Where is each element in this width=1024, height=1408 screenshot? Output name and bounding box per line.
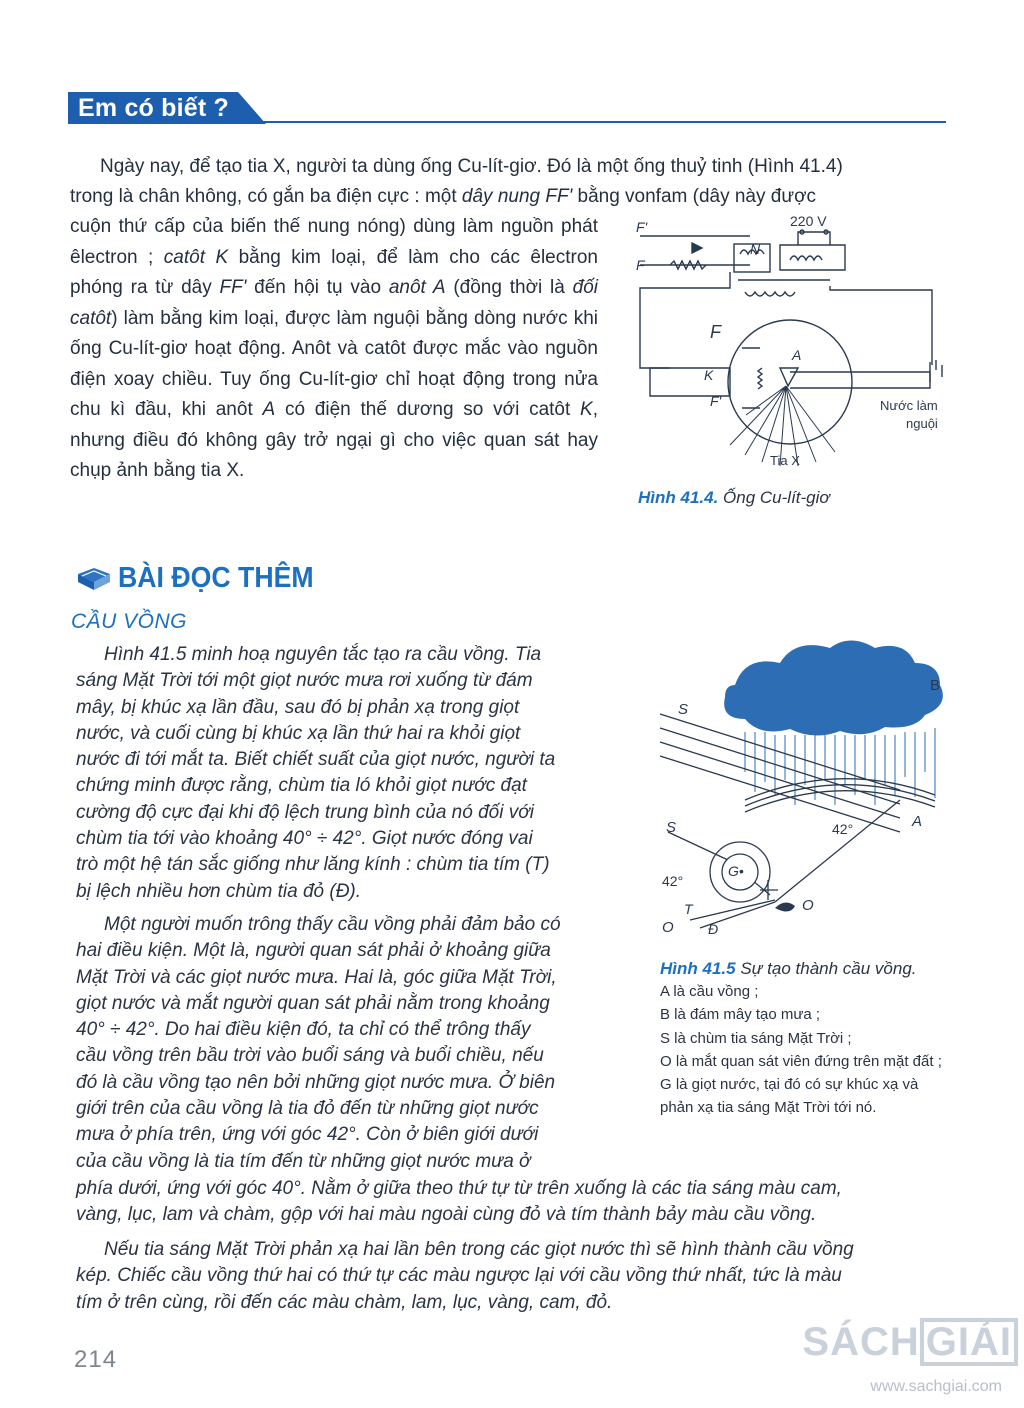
- text-line: Hình 41.5 minh hoạ nguyên tắc tạo ra cầu vồng. Tia: [104, 644, 542, 665]
- fig414-label-water: Nước làm: [880, 398, 938, 413]
- legend-item: A là cầu vồng ;: [660, 983, 759, 1001]
- figure-rainbow: [650, 640, 960, 940]
- intro-line-2: trong là chân không, có gắn ba điện cực : một dây nung FF' bằng vonfam (dây này được: [70, 186, 817, 207]
- text-line: cường độ cực đại khi độ lệch trung bình của nó đối với: [76, 801, 534, 823]
- text-line: trò một hệ tán sắc giống như lăng kính : chùm tia tím (T): [76, 854, 550, 876]
- fig415-label-o1: O: [662, 919, 674, 936]
- text-line: 40° ÷ 42°. Do hai điều kiện đó, ta chỉ có thể trông thấy: [76, 1019, 531, 1041]
- fig414-label-f1: F': [636, 219, 648, 235]
- rainbow-paragraph-3: [76, 1237, 958, 1316]
- fig414-label-n: N: [750, 241, 761, 257]
- section-header: [68, 92, 946, 124]
- fig415-label-a: A: [912, 813, 923, 830]
- text-line: của cầu vồng là tia tím đến từ những giọt nước mưa ở: [76, 1150, 531, 1172]
- text-line: kép. Chiếc cầu vồng thứ hai có thứ tự các màu ngược lại với cầu vồng thứ nhất, tức là màu: [76, 1265, 842, 1287]
- legend-item: phản xạ tia sáng Mặt Trời tới nó.: [660, 1099, 877, 1117]
- fig414-label-f3: F: [710, 322, 721, 342]
- fig415-label-d: Đ: [708, 921, 719, 937]
- intro-body: cuộn thứ cấp của biến thế nung nóng) dùng làm nguồn phát êlectron ; catôt K bằng kim loại, để làm cho các êlectron phóng ra từ dây FF' đến hội tụ vào anôt A (đồng thời là đối catôt) làm bằng kim loại, được làm nguội bằng dòng nước khi ống Cu-lít-giơ hoạt động. Anôt và catôt được mắc vào nguồn điện xoay chiều. Tuy ống Cu-lít-giơ chỉ hoạt động trong nửa chu kì đầu, khi anôt A có điện thế dương so với catôt K, nhưng điều đó không gây trở ngại gì cho việc quan sát hay chụp ảnh bằng tia X.: [70, 216, 599, 481]
- text-line: nước, và cuối cùng bị khúc xạ lần thứ hai ra khỏi giọt: [76, 722, 521, 744]
- text-line: Một người muốn trông thấy cầu vồng phải đảm bảo có: [104, 914, 561, 935]
- fig415-caption: [660, 957, 970, 1119]
- fig414-caption: [638, 488, 830, 508]
- fig415-label-g: G•: [728, 863, 744, 879]
- fig415-label-t: T: [684, 901, 693, 917]
- text-line: mưa ở phía trên, ứng với góc 42°. Còn ở biên giới dưới: [76, 1124, 539, 1146]
- text-line: giới trên của cầu vồng là tia đỏ đến từ những giọt nước: [76, 1098, 539, 1120]
- header-title: Em có biết ?: [78, 94, 230, 122]
- fig415-label-b: B: [930, 677, 941, 694]
- fig414-label-f4: F': [710, 393, 722, 409]
- text-line: Nếu tia sáng Mặt Trời phản xạ hai lần bên trong các giọt nước thì sẽ hình thành cầu vồng: [104, 1239, 854, 1260]
- text-line: đó là cầu vồng tạo nên bởi những giọt nước mưa. Ở biên: [76, 1071, 556, 1093]
- legend-item: S là chùm tia sáng Mặt Trời ;: [660, 1029, 852, 1047]
- fig414-label-k: K: [704, 367, 714, 383]
- fig415-label-s2: S: [666, 819, 677, 836]
- header-rule: [258, 121, 946, 123]
- text-line: cầu vồng trên bầu trời vào buổi sáng và buổi chiều, nếu: [76, 1045, 544, 1067]
- section-title-text: BÀI ĐỌC THÊM: [118, 562, 314, 594]
- text-line: sáng Mặt Trời tới một giọt nước mưa rơi xuống từ đám: [76, 670, 533, 692]
- rainbow-paragraph-2: [76, 912, 618, 1175]
- fig414-caption-text: Ống Cu-lít-giơ: [723, 488, 830, 507]
- watermark-logo: SÁCH GIẢI: [802, 1318, 1018, 1366]
- fig414-label-ray: Tia X: [770, 453, 800, 468]
- fig414-caption-number: Hình 41.4.: [638, 488, 719, 507]
- text-line: bị lệch nhiều hơn chùm tia đỏ (Đ).: [76, 880, 362, 902]
- text-line: Mặt Trời và các giọt nước mưa. Hai là, góc giữa Mặt Trời,: [76, 966, 557, 988]
- watermark-url: www.sachgiai.com: [870, 1378, 1002, 1395]
- legend-item: B là đám mây tạo mưa ;: [660, 1006, 821, 1024]
- fig415-label-angle1: 42°: [832, 821, 854, 837]
- legend-item: O là mắt quan sát viên đứng trên mặt đất ;: [660, 1052, 942, 1070]
- text-line: phía dưới, ứng với góc 40°. Nằm ở giữa theo thứ tự từ trên xuống là các tia sáng màu cam,: [76, 1178, 842, 1199]
- text-line: vàng, lục, lam và chàm, gộp với hai màu ngoài cùng đỏ và tím thành bảy màu cầu vồng.: [76, 1204, 817, 1226]
- fig414-label-water-2: nguội: [906, 416, 938, 431]
- text-line: mây, bị khúc xạ lần đầu, sau đó bị phản xạ trong giọt: [76, 696, 520, 718]
- intro-line-1: Ngày nay, để tạo tia X, người ta dùng ống Cu-lít-giơ. Đó là một ống thuỷ tinh (Hình 41.4): [100, 156, 843, 177]
- rainbow-paragraph-1: [76, 642, 618, 905]
- text-line: tím ở trên cùng, rồi đến các màu chàm, lam, lục, vàng, cam, đỏ.: [76, 1291, 613, 1313]
- text-line: giọt nước và mắt người quan sát phải nằm trong khoảng: [76, 992, 550, 1014]
- text-line: chứng minh được rằng, chùm tia ló khỏi giọt nước đạt: [76, 775, 527, 797]
- fig414-label-f2: F: [636, 257, 645, 273]
- text-line: nước đi tới mắt ta. Biết chiết suất của giọt nước, người ta: [76, 749, 556, 771]
- fig415-label-s1: S: [678, 701, 689, 718]
- fig414-label-a: A: [792, 347, 802, 363]
- text-line: hai điều kiện. Một là, người quan sát phải ở khoảng giữa: [76, 940, 551, 962]
- fig414-label-voltage: 220 V: [790, 213, 827, 229]
- fig415-caption-text: Sự tạo thành cầu vồng.: [740, 959, 917, 978]
- fig415-caption-number: Hình 41.5: [660, 959, 736, 978]
- text-line: chùm tia tới vào khoảng 40° ÷ 42°. Giọt nước đóng vai: [76, 828, 533, 850]
- page-number: 214: [74, 1346, 118, 1373]
- fig415-label-o2: O: [802, 897, 814, 914]
- legend-item: G là giọt nước, tại đó có sự khúc xạ và: [660, 1076, 919, 1094]
- book-icon: [76, 566, 112, 594]
- rainbow-paragraph-2-end: [76, 1176, 958, 1229]
- figure-coolidge-tube: [630, 210, 960, 480]
- fig415-label-angle2: 42°: [662, 873, 684, 889]
- section-subtitle: CẦU VỒNG: [71, 610, 188, 633]
